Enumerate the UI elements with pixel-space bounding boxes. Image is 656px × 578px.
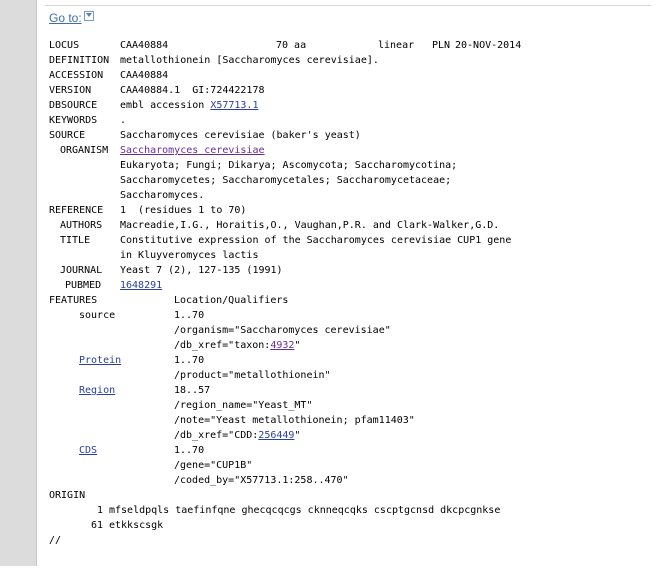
source-value: Saccharomyces cerevisiae (baker's yeast) [120,130,361,141]
taxon-xref [174,338,300,353]
title-label: TITLE [60,235,91,246]
version-value: CAA40884.1 GI:724422178 [120,85,265,96]
keywords-value: . [120,115,127,126]
authors-line [49,218,500,233]
keywords-label: KEYWORDS [49,115,98,126]
pubmed-link[interactable]: 1648291 [120,280,163,291]
cdd-xref [174,428,300,443]
gutter-divider [36,0,37,566]
feature-location: 1..70 [174,445,205,456]
sequence-text: mfseldpqls taefinfqne ghecqcqcgs cknneqcqks cscptgcnsd dkcpcgnkse [109,505,501,516]
version-line [49,83,265,98]
feature-protein-line [49,353,205,368]
dbsource-line [49,98,259,113]
origin-line [49,488,86,503]
reference-label: REFERENCE [49,205,104,216]
source-label: SOURCE [49,130,86,141]
feature-source-line [49,308,205,323]
goto-menu[interactable] [49,11,94,25]
definition-label: DEFINITION [49,55,110,66]
sequence-line [49,503,501,518]
dropdown-arrow-icon[interactable] [84,11,94,21]
left-gutter [0,0,36,566]
lineage-text: Saccharomyces. [120,190,205,201]
organism-label: ORGANISM [60,145,109,156]
dbsource-prefix: embl accession [120,100,211,111]
note-qualifier: /note="Yeast metallothionein; pfam11403" [174,415,415,426]
feature-location: 18..57 [174,385,211,396]
sequence-text: etkkscsgk [109,520,164,531]
origin-label: ORIGIN [49,490,86,501]
journal-value: Yeast 7 (2), 127-135 (1991) [120,265,283,276]
source-line [49,128,361,143]
gene-qualifier: /gene="CUP1B" [174,460,253,471]
lineage-text: Saccharomycetes; Saccharomycetales; Saccharomycetaceae; [120,175,452,186]
feature-cds-link[interactable]: CDS [79,445,98,456]
features-label: FEATURES [49,295,98,306]
feature-region-line [49,383,211,398]
locus-division: PLN [432,40,451,51]
accession-label: ACCESSION [49,70,104,81]
locus-length: 70 aa [276,40,307,51]
feature-cds-line [49,443,205,458]
goto-link[interactable]: Go to: [49,11,82,25]
feature-source-key: source [79,310,116,321]
keywords-line [49,113,127,128]
xref-suffix: " [294,340,301,351]
sequence-position: 61 [90,520,103,531]
version-label: VERSION [49,85,92,96]
feature-protein-link[interactable]: Protein [79,355,122,366]
xref-suffix: " [294,430,301,441]
cdd-link[interactable]: 256449 [258,430,295,441]
top-rule [45,5,651,6]
pubmed-line [49,278,163,293]
qualifier-line [49,413,415,428]
sequence-line [49,518,164,533]
qualifier-line [49,428,301,443]
reference-value: 1 (residues 1 to 70) [120,205,247,216]
lineage-text: Eukaryota; Fungi; Dikarya; Ascomycota; Saccharomycotina; [120,160,458,171]
sequence-position: 1 [96,505,103,516]
features-header: Location/Qualifiers [174,295,289,306]
pubmed-label: PUBMED [65,280,102,291]
accession-value: CAA40884 [120,70,169,81]
feature-location: 1..70 [174,355,205,366]
qualifier-line [49,398,313,413]
dbsource-link[interactable]: X57713.1 [210,100,259,111]
qualifier-line [49,458,253,473]
record-end: // [49,535,62,546]
locus-topology: linear [378,40,415,51]
title-value: Constitutive expression of the Saccharomyces cerevisiae CUP1 gene [120,235,512,246]
features-header-line [49,293,289,308]
organism-line [49,143,265,158]
journal-line [49,263,283,278]
dbsource-label: DBSOURCE [49,100,98,111]
coded-by-qualifier: /coded_by="X57713.1:258..470" [174,475,349,486]
lineage-line [49,188,205,203]
title-line [49,233,512,248]
qualifier-line [49,368,331,383]
title-value: in Kluyveromyces lactis [120,250,259,261]
feature-location: 1..70 [174,310,205,321]
qualifier-line [49,338,301,353]
product-qualifier: /product="metallothionein" [174,370,331,381]
qualifier-line [49,323,391,338]
locus-date: 20-NOV-2014 [455,40,522,51]
journal-label: JOURNAL [60,265,103,276]
xref-prefix: /db_xref="CDD: [174,430,259,441]
title-line [49,248,259,263]
lineage-line [49,173,452,188]
lineage-line [49,158,458,173]
end-line [49,533,73,548]
qualifier-line [49,473,349,488]
authors-value: Macreadie,I.G., Horaitis,O., Vaughan,P.R. and Clark-Walker,G.D. [120,220,500,231]
dbsource-value [120,98,258,113]
xref-prefix: /db_xref="taxon: [174,340,271,351]
feature-region-link[interactable]: Region [79,385,116,396]
locus-label: LOCUS [49,40,80,51]
genbank-record [49,38,522,548]
taxon-link[interactable]: 4932 [270,340,295,351]
authors-label: AUTHORS [60,220,103,231]
organism-link[interactable]: Saccharomyces cerevisiae [120,145,265,156]
locus-name: CAA40884 [120,40,169,51]
locus-line [49,38,522,53]
organism-qualifier: /organism="Saccharomyces cerevisiae" [174,325,391,336]
region-name-qualifier: /region_name="Yeast_MT" [174,400,313,411]
definition-text: metallothionein [Saccharomyces cerevisiae]. [120,55,379,66]
accession-line [49,68,169,83]
reference-line [49,203,247,218]
definition-line [49,53,379,68]
